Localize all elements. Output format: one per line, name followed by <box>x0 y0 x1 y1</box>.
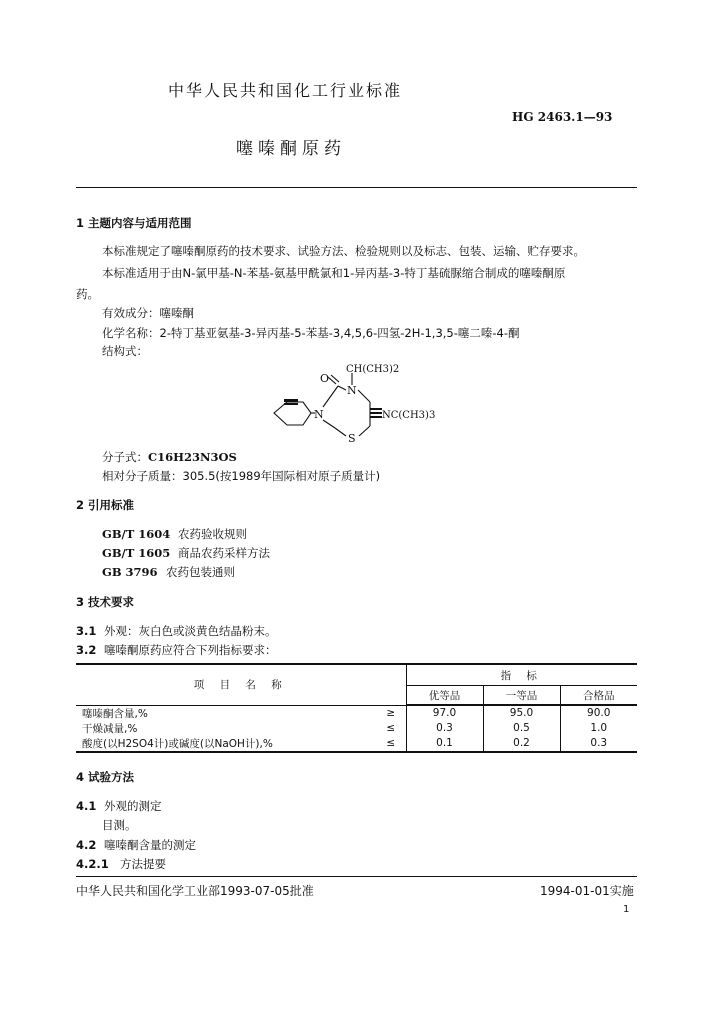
chemical-name: 化学名称：2-特丁基亚氨基-3-异丙基-5-苯基-3,4,5,6-四氢-2H-1,3,5-噻二嗪-4-酮 <box>102 326 520 340</box>
clause-3-2 <box>76 643 277 657</box>
structure-n-left: N <box>314 408 324 421</box>
table-row <box>76 736 637 752</box>
clause-4-1 <box>76 799 162 813</box>
column-header-index: 指 标 <box>406 664 637 686</box>
reference-item <box>102 546 270 560</box>
row-value: 0.5 <box>483 721 560 736</box>
clause-number: 3.1 <box>76 624 97 638</box>
clause-text: 噻嗪酮含量的测定 <box>104 838 196 852</box>
clause-number: 4.1 <box>76 799 97 813</box>
structure-o-label: O <box>320 372 330 385</box>
row-value: 90.0 <box>560 705 637 721</box>
clause-4-1-body: 目测。 <box>102 818 137 832</box>
reference-code: GB 3796 <box>102 565 158 579</box>
reference-code: GB/T 1605 <box>102 546 171 560</box>
structure-nc-group: NC(CH3)3 <box>382 410 436 421</box>
row-value: 0.3 <box>560 736 637 752</box>
clause-number: 4.2 <box>76 838 97 852</box>
approval-line: 中华人民共和国化学工业部1993-07-05批准 <box>76 884 314 898</box>
reference-item <box>102 565 235 579</box>
specification-table <box>76 663 637 753</box>
row-operator: ≥ <box>386 707 396 719</box>
page-number: 1 <box>623 904 630 915</box>
structure-label: 结构式： <box>102 344 148 358</box>
molecular-formula-label: 分子式： <box>102 450 148 464</box>
org-title: 中华人民共和国化工行业标准 <box>168 81 403 100</box>
section-1-para-2: 本标准适用于由N-氯甲基-N-苯基-氨基甲酰氯和1-异丙基-3-特丁基硫脲缩合制成的噻嗪酮原 <box>102 266 566 280</box>
clause-text: 外观的测定 <box>104 799 162 813</box>
section-4-heading: 4 试验方法 <box>76 770 135 784</box>
clause-number: 4.2.1 <box>76 857 109 871</box>
molecular-formula-line <box>102 450 237 464</box>
grade-header: 优等品 <box>406 686 483 706</box>
clause-text: 方法提要 <box>120 857 166 871</box>
section-1-heading: 1 主题内容与适用范围 <box>76 216 192 230</box>
grade-header: 一等品 <box>483 686 560 706</box>
molecular-formula: C16H23N3OS <box>148 450 237 464</box>
row-value: 0.3 <box>406 721 483 736</box>
row-operator: ≤ <box>386 722 396 734</box>
reference-code: GB/T 1604 <box>102 527 171 541</box>
footer-rule <box>76 876 637 877</box>
structural-formula <box>268 360 478 448</box>
row-name: 干燥减量,% <box>82 722 138 735</box>
document-title: 噻嗪酮原药 <box>236 139 346 159</box>
clause-text: 噻嗪酮原药应符合下列指标要求： <box>104 643 277 657</box>
reference-title: 农药验收规则 <box>178 527 247 541</box>
structure-s-label: S <box>348 432 356 445</box>
section-2-heading: 2 引用标准 <box>76 498 135 512</box>
grade-header: 合格品 <box>560 686 637 706</box>
effective-date: 1994-01-01实施 <box>540 884 634 898</box>
row-name: 酸度(以H2SO4计)或碱度(以NaOH计),% <box>76 736 376 752</box>
reference-item <box>102 527 247 541</box>
row-value: 0.1 <box>406 736 483 752</box>
row-value: 1.0 <box>560 721 637 736</box>
section-1-para-1: 本标准规定了噻嗪酮原药的技术要求、试验方法、检验规则以及标志、包装、运输、贮存要求。 <box>102 244 585 258</box>
structure-n-top: N <box>347 384 357 397</box>
header-rule <box>76 187 637 188</box>
clause-number: 3.2 <box>76 643 97 657</box>
clause-4-2-1 <box>76 857 166 871</box>
clause-3-1 <box>76 624 277 638</box>
clause-4-2 <box>76 838 196 852</box>
table-row <box>76 721 637 736</box>
section-3-heading: 3 技术要求 <box>76 595 135 609</box>
column-header-item: 项 目 名 称 <box>76 664 406 705</box>
molecular-mass: 相对分子质量：305.5(按1989年国际相对原子质量计) <box>102 469 381 483</box>
row-operator: ≤ <box>376 736 406 752</box>
clause-text: 外观：灰白色或淡黄色结晶粉末。 <box>104 624 277 638</box>
table-row <box>76 705 637 721</box>
structure-ch-group: CH(CH3)2 <box>346 364 400 375</box>
reference-title: 商品农药采样方法 <box>178 546 270 560</box>
section-1-para-2-cont: 药。 <box>76 287 99 301</box>
row-value: 0.2 <box>483 736 560 752</box>
row-name: 噻嗪酮含量,% <box>82 707 148 720</box>
active-ingredient: 有效成分：噻嗪酮 <box>102 306 194 320</box>
reference-title: 农药包装通则 <box>166 565 235 579</box>
row-value: 95.0 <box>483 705 560 721</box>
row-value: 97.0 <box>406 705 483 721</box>
standard-number: HG 2463.1—93 <box>512 110 613 124</box>
